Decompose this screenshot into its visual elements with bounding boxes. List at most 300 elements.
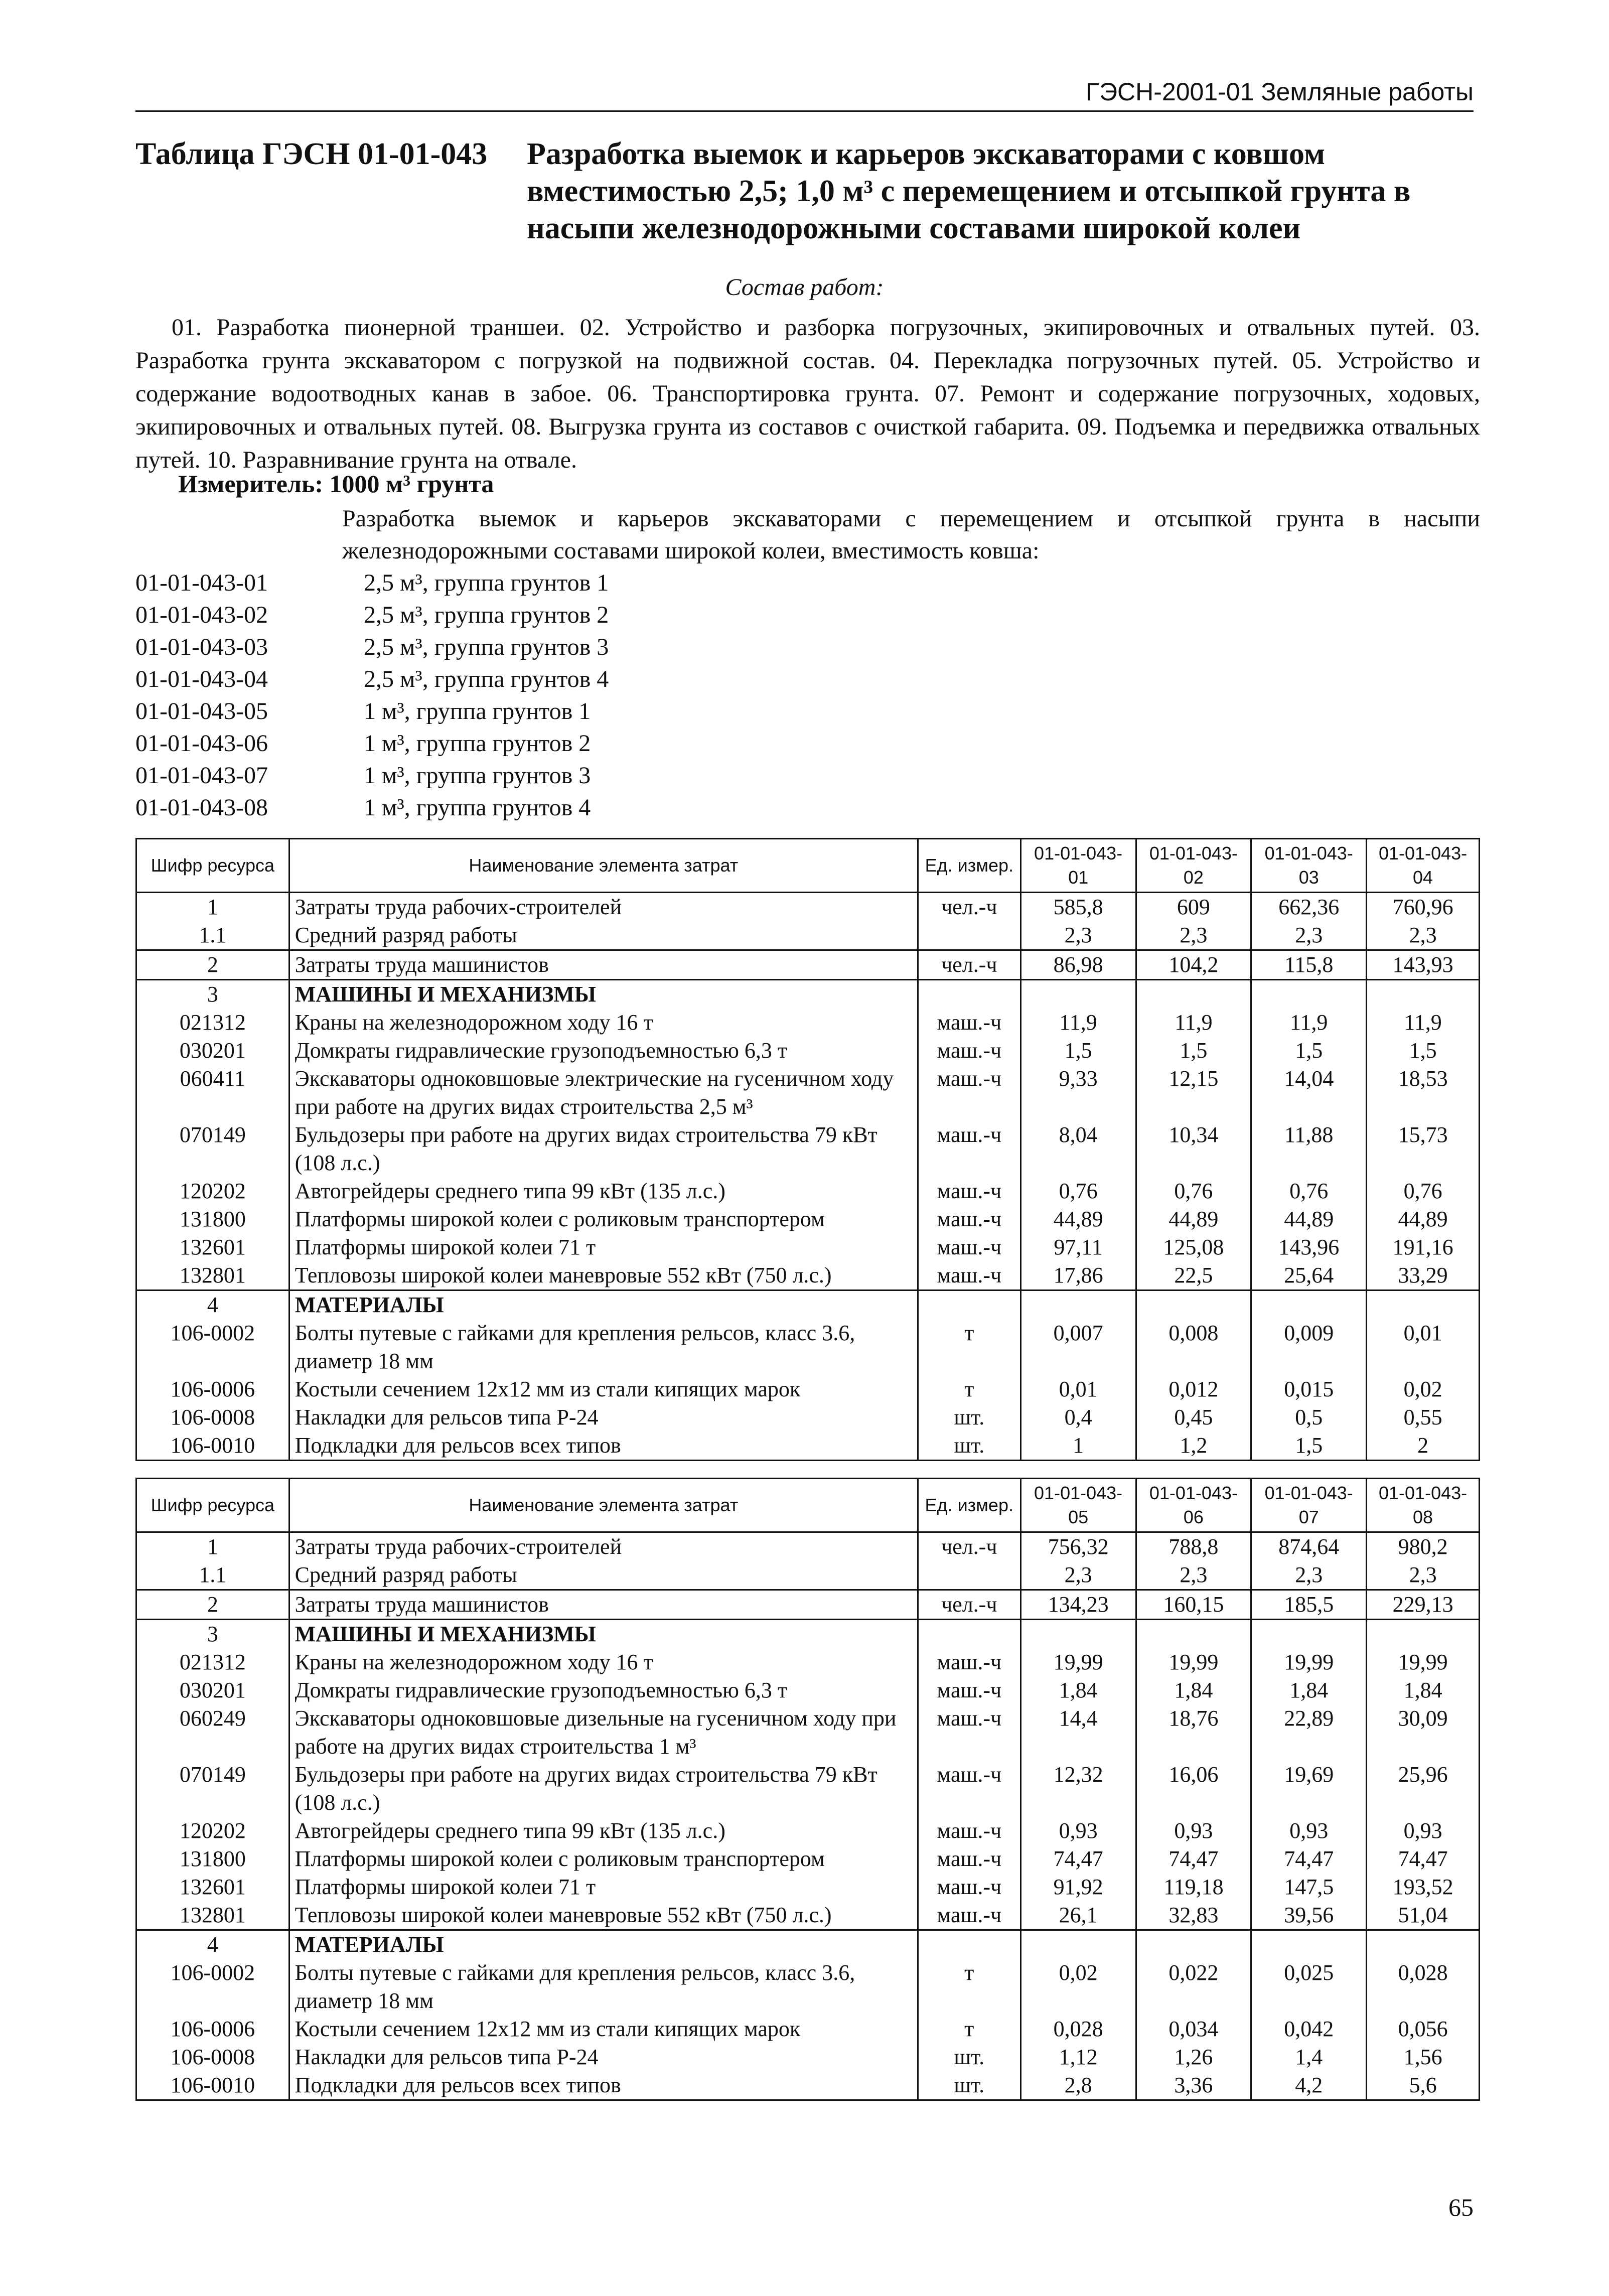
value-cell: 609 — [1136, 893, 1251, 922]
norm-code-desc: 1 м³, группа грунтов 2 — [364, 730, 591, 757]
value-cell — [1136, 980, 1251, 1009]
resource-code-cell: 106-0006 — [136, 2015, 289, 2043]
unit-cell: маш.-ч — [918, 1676, 1020, 1704]
table-row — [136, 1959, 1480, 2015]
value-cell: 44,89 — [1136, 1205, 1251, 1233]
value-cell — [1136, 1620, 1251, 1649]
norm-code-desc: 2,5 м³, группа грунтов 2 — [364, 602, 609, 628]
norm-code: 01-01-043-06 — [135, 730, 268, 757]
norm-code-desc: 2,5 м³, группа грунтов 1 — [364, 569, 609, 596]
norm-code-desc: 2,5 м³, группа грунтов 4 — [364, 666, 609, 692]
resource-code-cell: 4 — [136, 1930, 289, 1959]
value-cell: 0,056 — [1367, 2015, 1480, 2043]
value-cell: 0,93 — [1020, 1817, 1136, 1845]
norm-code-desc: 2,5 м³, группа грунтов 3 — [364, 634, 609, 660]
value-cell: 2,3 — [1251, 921, 1367, 950]
unit-cell — [918, 921, 1020, 950]
value-cell: 0,02 — [1367, 1375, 1480, 1403]
value-cell: 1,5 — [1136, 1037, 1251, 1065]
cost-element-cell: Костыли сечением 12х12 мм из стали кипящих марок — [289, 2015, 918, 2043]
table-row — [136, 1065, 1480, 1121]
table-row — [136, 2043, 1480, 2071]
norm-code-row — [135, 760, 609, 792]
unit-cell: маш.-ч — [918, 1233, 1020, 1261]
resource-code-cell: 2 — [136, 1590, 289, 1620]
value-cell: 104,2 — [1136, 950, 1251, 980]
value-cell: 0,93 — [1251, 1817, 1367, 1845]
value-cell — [1367, 1620, 1480, 1649]
value-cell: 1,26 — [1136, 2043, 1251, 2071]
value-cell: 0,76 — [1020, 1177, 1136, 1205]
value-cell: 143,96 — [1251, 1233, 1367, 1261]
value-cell: 2,3 — [1367, 1561, 1480, 1590]
cost-element-cell: Домкраты гидравлические грузоподъемностью 6,3 т — [289, 1676, 918, 1704]
value-cell: 193,52 — [1367, 1873, 1480, 1901]
value-cell: 19,99 — [1251, 1648, 1367, 1676]
value-cell: 229,13 — [1367, 1590, 1480, 1620]
resource-code-cell: 106-0010 — [136, 1431, 289, 1461]
resource-code-cell: 131800 — [136, 1845, 289, 1873]
value-cell: 0,009 — [1251, 1319, 1367, 1375]
value-cell: 19,69 — [1251, 1761, 1367, 1817]
value-cell: 14,4 — [1020, 1704, 1136, 1761]
value-cell: 119,18 — [1136, 1873, 1251, 1901]
value-cell: 1,4 — [1251, 2043, 1367, 2071]
value-cell: 2,3 — [1136, 921, 1251, 950]
unit-cell: маш.-ч — [918, 1177, 1020, 1205]
unit-cell: маш.-ч — [918, 1648, 1020, 1676]
table-title-prefix: Таблица ГЭСН 01-01-043 — [135, 137, 488, 171]
value-cell — [1367, 1930, 1480, 1959]
unit-cell: маш.-ч — [918, 1817, 1020, 1845]
value-cell: 1,84 — [1136, 1676, 1251, 1704]
value-cell: 4,2 — [1251, 2071, 1367, 2100]
resource-code-cell: 060411 — [136, 1065, 289, 1121]
value-cell: 12,15 — [1136, 1065, 1251, 1121]
cost-element-cell: Экскаваторы одноковшовые дизельные на гусеничном ходу при работе на других видах строительства 1 м³ — [289, 1704, 918, 1761]
norm-code-desc: 1 м³, группа грунтов 4 — [364, 794, 591, 821]
resource-table-1 — [135, 838, 1480, 1461]
cost-element-cell: Платформы широкой колеи 71 т — [289, 1873, 918, 1901]
cost-element-cell: Затраты труда рабочих-строителей — [289, 1532, 918, 1561]
table-row — [136, 1901, 1480, 1930]
header-cost-element: Наименование элемента затрат — [289, 1479, 918, 1532]
value-cell: 662,36 — [1251, 893, 1367, 922]
header-norm-code: 01-01-043-04 — [1367, 839, 1480, 893]
unit-cell: чел.-ч — [918, 1532, 1020, 1561]
value-cell — [1020, 1620, 1136, 1649]
value-cell: 2 — [1367, 1431, 1480, 1461]
table-row — [136, 1648, 1480, 1676]
unit-cell: маш.-ч — [918, 1845, 1020, 1873]
unit-cell: маш.-ч — [918, 1261, 1020, 1290]
header-norm-code: 01-01-043-05 — [1020, 1479, 1136, 1532]
resource-code-cell: 070149 — [136, 1121, 289, 1177]
table-header-row — [136, 1479, 1480, 1532]
value-cell — [1251, 1290, 1367, 1320]
value-cell: 0,01 — [1020, 1375, 1136, 1403]
value-cell — [1020, 1290, 1136, 1320]
norm-code: 01-01-043-04 — [135, 666, 268, 692]
value-cell: 1,56 — [1367, 2043, 1480, 2071]
cost-element-cell: Тепловозы широкой колеи маневровые 552 кВт (750 л.с.) — [289, 1901, 918, 1930]
unit-cell: чел.-ч — [918, 893, 1020, 922]
table-row — [136, 1845, 1480, 1873]
header-resource-code: Шифр ресурса — [136, 839, 289, 893]
resource-code-cell: 2 — [136, 950, 289, 980]
value-cell: 18,76 — [1136, 1704, 1251, 1761]
unit-cell: маш.-ч — [918, 1037, 1020, 1065]
value-cell: 0,01 — [1367, 1319, 1480, 1375]
header-unit: Ед. измер. — [918, 839, 1020, 893]
header-cost-element: Наименование элемента затрат — [289, 839, 918, 893]
table-row — [136, 1121, 1480, 1177]
value-cell — [1367, 1290, 1480, 1320]
cost-element-cell: Платформы широкой колеи с роликовым транспортером — [289, 1845, 918, 1873]
composition-text: 01. Разработка пионерной траншеи. 02. Устройство и разборка погрузочных, экипировочных и отвальных путей. 03. Разработка грунта экскаватором с погрузкой на подвижной состав. 04. Перекладка погрузочных путей. 05. Устройство и содержание водоотводных канав в забое. 06. Транспортировка грунта. 07. Ремонт и содержание погрузочных, ходовых, экипировочных и отвальных путей. 08. Выгрузка грунта из составов с очисткой габарита. 09. Подъемка и передвижка отвальных путей. 10. Разравнивание грунта на отвале. — [135, 314, 1480, 473]
norm-code: 01-01-043-08 — [135, 794, 268, 821]
header-norm-code: 01-01-043-08 — [1367, 1479, 1480, 1532]
value-cell: 8,04 — [1020, 1121, 1136, 1177]
table-row — [136, 1261, 1480, 1290]
cost-element-cell: МАТЕРИАЛЫ — [289, 1930, 918, 1959]
table-row — [136, 921, 1480, 950]
value-cell: 160,15 — [1136, 1590, 1251, 1620]
value-cell: 0,4 — [1020, 1403, 1136, 1431]
norm-intro: Разработка выемок и карьеров экскаваторами с перемещением и отсыпкой грунта в насыпи железнодорожными составами широкой колеи, вместимость ковша: — [342, 505, 1480, 564]
table-header-row — [136, 839, 1480, 893]
value-cell: 788,8 — [1136, 1532, 1251, 1561]
value-cell: 0,015 — [1251, 1375, 1367, 1403]
value-cell: 0,93 — [1367, 1817, 1480, 1845]
value-cell: 86,98 — [1020, 950, 1136, 980]
composition-label: Состав работ: — [725, 274, 884, 301]
table-row — [136, 1177, 1480, 1205]
value-cell: 0,76 — [1367, 1177, 1480, 1205]
value-cell: 1,5 — [1020, 1037, 1136, 1065]
unit-cell: маш.-ч — [918, 1901, 1020, 1930]
value-cell: 1,84 — [1251, 1676, 1367, 1704]
resource-code-cell: 1.1 — [136, 1561, 289, 1590]
value-cell: 756,32 — [1020, 1532, 1136, 1561]
unit-cell: шт. — [918, 1431, 1020, 1461]
value-cell: 980,2 — [1367, 1532, 1480, 1561]
header-norm-code: 01-01-043-03 — [1251, 839, 1367, 893]
norm-code-list — [135, 567, 609, 824]
value-cell: 2,3 — [1367, 921, 1480, 950]
cost-element-cell: Краны на железнодорожном ходу 16 т — [289, 1009, 918, 1037]
norm-code-row — [135, 792, 609, 824]
resource-code-cell: 120202 — [136, 1177, 289, 1205]
unit-cell: т — [918, 2015, 1020, 2043]
value-cell: 5,6 — [1367, 2071, 1480, 2100]
value-cell: 115,8 — [1251, 950, 1367, 980]
value-cell: 0,5 — [1251, 1403, 1367, 1431]
value-cell: 2,3 — [1251, 1561, 1367, 1590]
value-cell: 0,008 — [1136, 1319, 1251, 1375]
value-cell — [1020, 1930, 1136, 1959]
value-cell: 1,5 — [1367, 1037, 1480, 1065]
norm-code: 01-01-043-07 — [135, 762, 268, 789]
unit-cell: т — [918, 1375, 1020, 1403]
value-cell: 11,9 — [1020, 1009, 1136, 1037]
value-cell: 44,89 — [1251, 1205, 1367, 1233]
table-title-text: Разработка выемок и карьеров экскаваторами с ковшом вместимостью 2,5; 1,0 м³ с перемещением и отсыпкой грунта в насыпи железнодорожными составами широкой колеи — [527, 137, 1411, 245]
value-cell: 11,88 — [1251, 1121, 1367, 1177]
unit-cell: чел.-ч — [918, 1590, 1020, 1620]
unit-cell — [918, 1561, 1020, 1590]
norm-code-row — [135, 728, 609, 760]
value-cell: 0,025 — [1251, 1959, 1367, 2015]
cost-element-cell: Автогрейдеры среднего типа 99 кВт (135 л.с.) — [289, 1817, 918, 1845]
norm-code: 01-01-043-03 — [135, 634, 268, 660]
resource-code-cell: 021312 — [136, 1648, 289, 1676]
value-cell — [1367, 980, 1480, 1009]
resource-code-cell: 106-0010 — [136, 2071, 289, 2100]
value-cell: 3,36 — [1136, 2071, 1251, 2100]
value-cell: 191,16 — [1367, 1233, 1480, 1261]
value-cell: 22,89 — [1251, 1704, 1367, 1761]
table-row — [136, 1761, 1480, 1817]
value-cell: 0,76 — [1136, 1177, 1251, 1205]
unit-cell — [918, 1930, 1020, 1959]
resource-code-cell: 106-0008 — [136, 1403, 289, 1431]
resource-code-cell: 132601 — [136, 1873, 289, 1901]
cost-element-cell: Затраты труда машинистов — [289, 1590, 918, 1620]
resource-code-cell: 132801 — [136, 1901, 289, 1930]
table-row — [136, 1930, 1480, 1959]
table-row — [136, 1817, 1480, 1845]
value-cell: 22,5 — [1136, 1261, 1251, 1290]
cost-element-cell: Затраты труда рабочих-строителей — [289, 893, 918, 922]
value-cell: 17,86 — [1020, 1261, 1136, 1290]
resource-table-2 — [135, 1478, 1480, 2101]
value-cell: 11,9 — [1136, 1009, 1251, 1037]
value-cell: 585,8 — [1020, 893, 1136, 922]
value-cell: 14,04 — [1251, 1065, 1367, 1121]
resource-code-cell: 4 — [136, 1290, 289, 1320]
cost-element-cell: Болты путевые с гайками для крепления рельсов, класс 3.6, диаметр 18 мм — [289, 1959, 918, 2015]
norm-code-row — [135, 663, 609, 695]
resource-code-cell: 131800 — [136, 1205, 289, 1233]
value-cell: 12,32 — [1020, 1761, 1136, 1817]
cost-element-cell: Домкраты гидравлические грузоподъемностью 6,3 т — [289, 1037, 918, 1065]
resource-code-cell: 1.1 — [136, 921, 289, 950]
value-cell: 91,92 — [1020, 1873, 1136, 1901]
unit-cell: шт. — [918, 1403, 1020, 1431]
running-title: ГЭСН-2001-01 Земляные работы — [1086, 78, 1474, 106]
header-resource-code: Шифр ресурса — [136, 1479, 289, 1532]
value-cell: 51,04 — [1367, 1901, 1480, 1930]
resource-code-cell: 132801 — [136, 1261, 289, 1290]
value-cell: 143,93 — [1367, 950, 1480, 980]
norm-code-row — [135, 599, 609, 631]
value-cell: 0,028 — [1020, 2015, 1136, 2043]
unit-cell: шт. — [918, 2071, 1020, 2100]
value-cell: 2,3 — [1136, 1561, 1251, 1590]
unit-cell: т — [918, 1959, 1020, 2015]
value-cell: 0,042 — [1251, 2015, 1367, 2043]
header-norm-code: 01-01-043-06 — [1136, 1479, 1251, 1532]
table-row — [136, 1233, 1480, 1261]
norm-code: 01-01-043-01 — [135, 569, 268, 596]
resource-code-cell: 132601 — [136, 1233, 289, 1261]
table-row — [136, 1037, 1480, 1065]
running-header — [135, 75, 1474, 112]
cost-element-cell: Подкладки для рельсов всех типов — [289, 2071, 918, 2100]
value-cell — [1251, 1620, 1367, 1649]
value-cell: 0,022 — [1136, 1959, 1251, 2015]
value-cell: 0,012 — [1136, 1375, 1251, 1403]
value-cell: 1,5 — [1251, 1431, 1367, 1461]
norm-code-row — [135, 631, 609, 663]
table-row — [136, 1590, 1480, 1620]
value-cell: 0,034 — [1136, 2015, 1251, 2043]
value-cell: 147,5 — [1251, 1873, 1367, 1901]
value-cell: 2,8 — [1020, 2071, 1136, 2100]
resource-code-cell: 3 — [136, 1620, 289, 1649]
value-cell — [1251, 1930, 1367, 1959]
value-cell: 11,9 — [1367, 1009, 1480, 1037]
value-cell: 10,34 — [1136, 1121, 1251, 1177]
unit-cell: маш.-ч — [918, 1205, 1020, 1233]
table-row — [136, 2015, 1480, 2043]
resource-code-cell: 021312 — [136, 1009, 289, 1037]
norm-code-desc: 1 м³, группа грунтов 3 — [364, 762, 591, 789]
table-row — [136, 1873, 1480, 1901]
table-row — [136, 1375, 1480, 1403]
header-unit: Ед. измер. — [918, 1479, 1020, 1532]
table-row — [136, 1319, 1480, 1375]
value-cell — [1136, 1290, 1251, 1320]
table-row — [136, 1290, 1480, 1320]
cost-element-cell: Экскаваторы одноковшовые электрические на гусеничном ходу при работе на других видах строительства 2,5 м³ — [289, 1065, 918, 1121]
value-cell: 25,96 — [1367, 1761, 1480, 1817]
page-number: 65 — [1448, 2193, 1474, 2221]
value-cell: 33,29 — [1367, 1261, 1480, 1290]
table-row — [136, 893, 1480, 922]
unit-cell: маш.-ч — [918, 1704, 1020, 1761]
table-row — [136, 1620, 1480, 1649]
value-cell: 15,73 — [1367, 1121, 1480, 1177]
table-row — [136, 1205, 1480, 1233]
measure-unit: Измеритель: 1000 м³ грунта — [178, 470, 494, 498]
table-row — [136, 1561, 1480, 1590]
resource-code-cell: 3 — [136, 980, 289, 1009]
value-cell: 0,93 — [1136, 1817, 1251, 1845]
value-cell: 74,47 — [1367, 1845, 1480, 1873]
resource-code-cell: 030201 — [136, 1676, 289, 1704]
resource-code-cell: 1 — [136, 893, 289, 922]
value-cell: 97,11 — [1020, 1233, 1136, 1261]
header-norm-code: 01-01-043-02 — [1136, 839, 1251, 893]
value-cell: 44,89 — [1020, 1205, 1136, 1233]
value-cell: 25,64 — [1251, 1261, 1367, 1290]
value-cell: 19,99 — [1367, 1648, 1480, 1676]
cost-element-cell: Накладки для рельсов типа Р-24 — [289, 1403, 918, 1431]
resource-code-cell: 120202 — [136, 1817, 289, 1845]
table-row — [136, 1676, 1480, 1704]
unit-cell: чел.-ч — [918, 950, 1020, 980]
value-cell: 2,3 — [1020, 1561, 1136, 1590]
table-row — [136, 1704, 1480, 1761]
cost-element-cell: Затраты труда машинистов — [289, 950, 918, 980]
value-cell: 0,02 — [1020, 1959, 1136, 2015]
value-cell: 2,3 — [1020, 921, 1136, 950]
value-cell: 19,99 — [1020, 1648, 1136, 1676]
value-cell: 74,47 — [1020, 1845, 1136, 1873]
cost-element-cell: Платформы широкой колеи с роликовым транспортером — [289, 1205, 918, 1233]
unit-cell — [918, 1290, 1020, 1320]
cost-element-cell: МАТЕРИАЛЫ — [289, 1290, 918, 1320]
resource-code-cell: 030201 — [136, 1037, 289, 1065]
resource-code-cell: 070149 — [136, 1761, 289, 1817]
unit-cell — [918, 980, 1020, 1009]
value-cell: 9,33 — [1020, 1065, 1136, 1121]
value-cell: 1,5 — [1251, 1037, 1367, 1065]
value-cell: 1,84 — [1367, 1676, 1480, 1704]
header-norm-code: 01-01-043-01 — [1020, 839, 1136, 893]
value-cell: 0,45 — [1136, 1403, 1251, 1431]
table-row — [136, 2071, 1480, 2100]
unit-cell: маш.-ч — [918, 1065, 1020, 1121]
value-cell: 1 — [1020, 1431, 1136, 1461]
resource-code-cell: 1 — [136, 1532, 289, 1561]
value-cell: 0,007 — [1020, 1319, 1136, 1375]
value-cell: 44,89 — [1367, 1205, 1480, 1233]
norm-code-row — [135, 567, 609, 599]
unit-cell: шт. — [918, 2043, 1020, 2071]
resource-code-cell: 106-0002 — [136, 1319, 289, 1375]
cost-element-cell: Костыли сечением 12х12 мм из стали кипящих марок — [289, 1375, 918, 1403]
cost-element-cell: Краны на железнодорожном ходу 16 т — [289, 1648, 918, 1676]
value-cell: 185,5 — [1251, 1590, 1367, 1620]
unit-cell: маш.-ч — [918, 1761, 1020, 1817]
table-row — [136, 1431, 1480, 1461]
cost-element-cell: Бульдозеры при работе на других видах строительства 79 кВт (108 л.с.) — [289, 1761, 918, 1817]
unit-cell: маш.-ч — [918, 1009, 1020, 1037]
norm-code-desc: 1 м³, группа грунтов 1 — [364, 698, 591, 725]
value-cell — [1020, 980, 1136, 1009]
value-cell: 1,2 — [1136, 1431, 1251, 1461]
resource-code-cell: 106-0002 — [136, 1959, 289, 2015]
cost-element-cell: МАШИНЫ И МЕХАНИЗМЫ — [289, 980, 918, 1009]
value-cell: 0,55 — [1367, 1403, 1480, 1431]
table-row — [136, 950, 1480, 980]
resource-code-cell: 060249 — [136, 1704, 289, 1761]
cost-element-cell: МАШИНЫ И МЕХАНИЗМЫ — [289, 1620, 918, 1649]
value-cell: 0,028 — [1367, 1959, 1480, 2015]
value-cell: 39,56 — [1251, 1901, 1367, 1930]
value-cell: 134,23 — [1020, 1590, 1136, 1620]
value-cell: 32,83 — [1136, 1901, 1251, 1930]
cost-element-cell: Платформы широкой колеи 71 т — [289, 1233, 918, 1261]
cost-element-cell: Накладки для рельсов типа Р-24 — [289, 2043, 918, 2071]
resource-code-cell: 106-0006 — [136, 1375, 289, 1403]
value-cell — [1136, 1930, 1251, 1959]
value-cell: 74,47 — [1136, 1845, 1251, 1873]
unit-cell — [918, 1620, 1020, 1649]
cost-element-cell: Автогрейдеры среднего типа 99 кВт (135 л.с.) — [289, 1177, 918, 1205]
table-row — [136, 1532, 1480, 1561]
value-cell: 19,99 — [1136, 1648, 1251, 1676]
value-cell: 0,76 — [1251, 1177, 1367, 1205]
cost-element-cell: Болты путевые с гайками для крепления рельсов, класс 3.6, диаметр 18 мм — [289, 1319, 918, 1375]
norm-code: 01-01-043-05 — [135, 698, 268, 725]
table-row — [136, 1009, 1480, 1037]
value-cell: 760,96 — [1367, 893, 1480, 922]
value-cell: 1,12 — [1020, 2043, 1136, 2071]
